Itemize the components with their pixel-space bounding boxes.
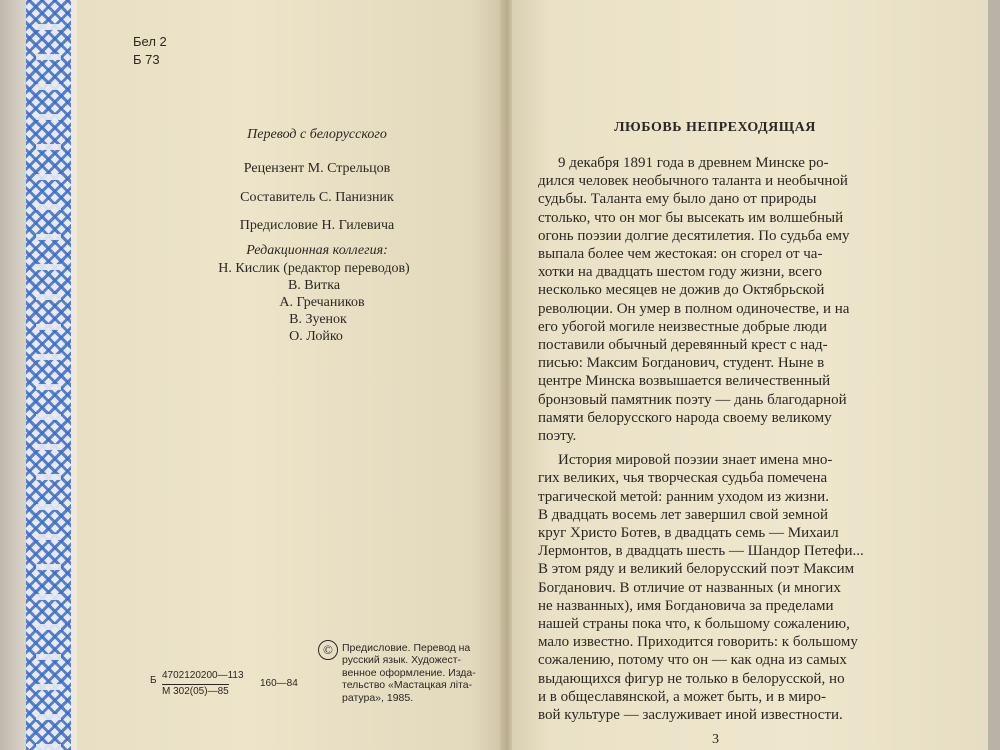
board-heading: Редакционная коллегия: bbox=[246, 243, 388, 258]
copyright-line: Предисловие. Перевод на bbox=[342, 642, 471, 654]
page-number: 3 bbox=[712, 732, 719, 747]
text-line: Лермонтов, в двадцать шесть — Шандор Петефи... bbox=[538, 543, 864, 560]
text-line: огонь поэзии долгие десятилетия. По судьба ему bbox=[538, 227, 850, 244]
text-line: центре Минска возвышается величественный bbox=[538, 373, 831, 390]
compiler: Составитель С. Панизник bbox=[240, 190, 394, 205]
table-edge bbox=[988, 0, 1000, 750]
text-line: судьбы. Таланта ему было дано от природы bbox=[538, 191, 817, 208]
copyright-icon: © bbox=[318, 640, 338, 660]
author-mark: Б 73 bbox=[133, 52, 160, 67]
text-line: История мировой поэзии знает имена мно- bbox=[558, 452, 833, 469]
text-line: 9 декабря 1891 года в древнем Минске ро- bbox=[558, 155, 829, 171]
copyright-line: венное оформление. Изда- bbox=[342, 667, 476, 679]
imprint-numerator: 4702120200—113 bbox=[162, 670, 244, 681]
text-line: мало известно. Приходится говорить: к большому bbox=[538, 634, 858, 651]
text-line: памяти белорусского народа своему великому bbox=[538, 409, 832, 426]
text-line: В двадцать восемь лет завершил свой земной bbox=[538, 506, 828, 523]
board-member: В. Витка bbox=[287, 278, 341, 293]
cover-edge bbox=[0, 0, 22, 750]
text-line: поэту. bbox=[538, 428, 577, 444]
text-line: дился человек необычного таланта и необычной bbox=[538, 173, 848, 190]
imprint-denominator: М 302(05)—85 bbox=[162, 686, 229, 697]
board-member: В. Зуенок bbox=[289, 312, 347, 327]
text-line: поставили обычный деревянный крест с над- bbox=[538, 337, 828, 353]
copyright-line: ратура», 1985. bbox=[342, 692, 414, 704]
text-line: его убогой могиле неизвестные добрые люди bbox=[538, 318, 827, 335]
board-member: О. Лойко bbox=[289, 329, 343, 344]
text-line: сожалению, потому что он — как одна из самых bbox=[538, 652, 847, 669]
text-line: не названных), имя Богдановича за пределами bbox=[538, 597, 834, 614]
translation-note: Перевод с белорусского bbox=[247, 127, 387, 142]
bbk-code: Бел 2 bbox=[133, 34, 167, 49]
text-line: хотки на двадцать шестом году жизни, всего bbox=[538, 264, 822, 281]
text-line: бронзовый памятник поэту — дань благодарной bbox=[538, 391, 847, 408]
text-line: и в общеславянской, а может быть, и в миро- bbox=[538, 688, 827, 705]
embroidery-ornament bbox=[22, 0, 77, 750]
text-line: Богданович. В отличие от названных (и многих bbox=[538, 579, 841, 596]
imprint-number: 160—84 bbox=[260, 678, 298, 689]
text-line: писью: Максим Богданович, студент. Ныне в bbox=[538, 355, 825, 372]
imprint-letter: Б bbox=[150, 675, 157, 686]
text-line: столько, что он мог бы высекать им волшебный bbox=[538, 209, 844, 226]
text-line: нашей страны пока что, к большому сожалению, bbox=[538, 616, 850, 632]
text-line: выдающихся фигур не только в белорусской, но bbox=[538, 670, 845, 687]
board-member: А. Гречаников bbox=[279, 295, 365, 310]
text-line: круг Христо Ботев, в двадцать семь — Михаил bbox=[538, 525, 839, 541]
board-member: Н. Кислик (редактор переводов) bbox=[218, 261, 410, 276]
text-line: несколько месяцев не дожив до Октябрьской bbox=[538, 282, 825, 299]
text-line: вой культуре — заслуживает иной известности. bbox=[538, 707, 843, 723]
copyright-line: тельство «Мастацкая літа- bbox=[342, 679, 473, 691]
chapter-title: ЛЮБОВЬ НЕПРЕХОДЯЩАЯ bbox=[614, 120, 816, 135]
left-page bbox=[77, 0, 505, 750]
copyright-line: русский язык. Художест- bbox=[342, 654, 462, 666]
text-line: революции. Он умер в полном одиночестве, и на bbox=[538, 300, 850, 317]
reviewer: Рецензент М. Стрельцов bbox=[243, 161, 391, 176]
text-line: гих великих, чья творческая судьба помечена bbox=[538, 470, 828, 487]
text-line: трагической метой: ранним уходом из жизни. bbox=[538, 488, 829, 505]
text-line: В этом ряду и великий белорусский поэт Максим bbox=[538, 561, 855, 578]
foreword-credit: Предисловие Н. Гилевича bbox=[239, 218, 395, 233]
text-line: выпала более чем жестокая: он сгорел от ча- bbox=[538, 246, 823, 262]
